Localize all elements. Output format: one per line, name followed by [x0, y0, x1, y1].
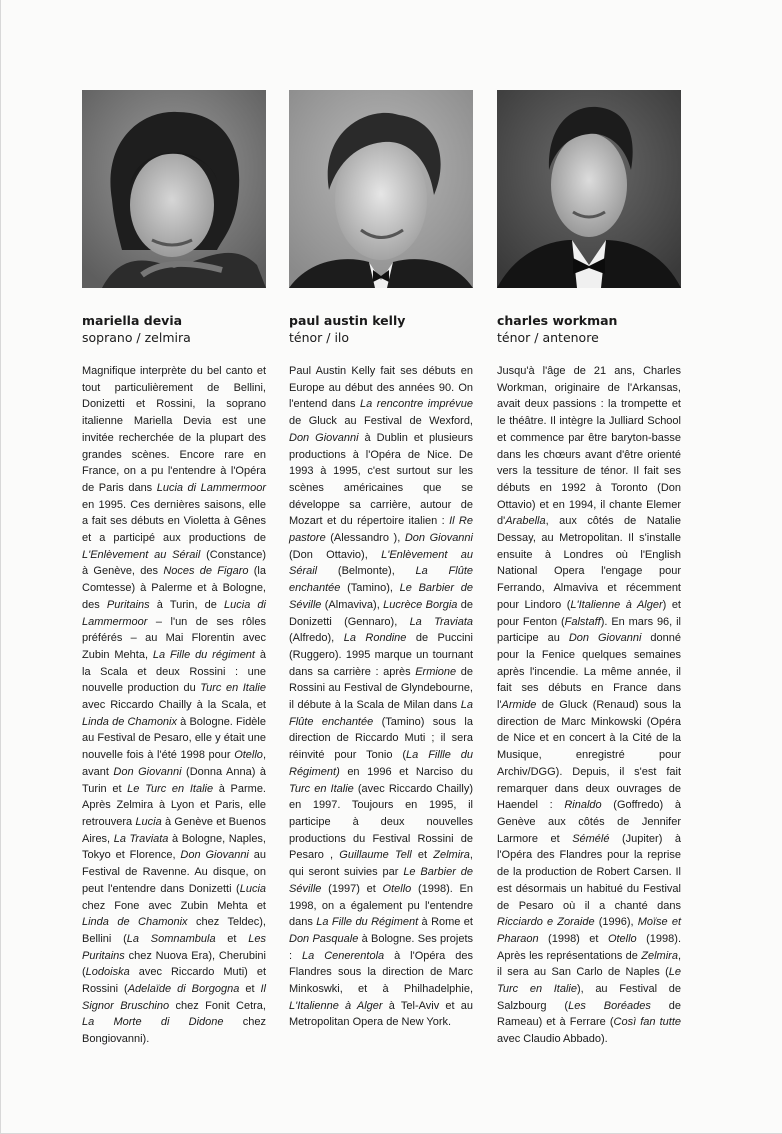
work-title: La Rondine: [343, 632, 407, 645]
work-title: Don Giovanni: [289, 431, 359, 444]
bio-text: (la Comtesse) à Palerme et à Bologne, des: [82, 565, 266, 611]
bio-text: de Rossini au Festival de Glyndebourne, il débute à la Scala de Milan dans: [289, 665, 473, 712]
work-title: Rinaldo: [564, 799, 602, 812]
bio-text: à Turin, de: [149, 598, 225, 611]
work-title: La Flûte enchantée: [289, 565, 473, 595]
artist-role: ténor / ilo: [289, 330, 350, 345]
bio-text: (Almaviva),: [321, 598, 384, 611]
bio-text: chez Fone avec Zubin Mehta et: [82, 899, 266, 912]
work-title: Ricciardo e Zoraide: [497, 916, 595, 929]
bio-text: Magnifique interprète du bel canto et tout particulièrement de Bellini, Donizetti et Rossini, la soprano italienne Mariella Devia est une invitée recherchée de la plupart des grandes scènes. Encore rare en France, on a pu l'entendre à l'Opéra de Paris dans: [82, 365, 266, 494]
work-title: Falstaff: [564, 615, 601, 628]
artist-name: mariella devia: [82, 313, 183, 328]
work-title: Don Giovanni: [113, 765, 182, 778]
photo-mariella-devia: [82, 90, 266, 288]
work-title: Lucia: [239, 882, 266, 895]
artist-biography: [497, 363, 681, 1048]
bio-text: au Festival de Ravenne. Au disque, on peut l'entendre dans Donizetti (: [82, 849, 267, 895]
bio-text: à la Scala et deux Rossini : une nouvelle production du: [82, 648, 266, 695]
bio-text: à Rome et: [418, 916, 473, 929]
work-title: Don Giovanni: [568, 632, 642, 645]
bio-text: de Rameau) et à Ferrare (: [497, 999, 681, 1029]
work-title: Otello: [382, 882, 412, 895]
bio-text: (Donna Anna) à Turin et: [82, 765, 266, 795]
bio-text: à Tel-Aviv et au Metropolitan Opera de New York.: [289, 999, 474, 1029]
artist-column-workman: [497, 90, 681, 1048]
work-title: La Somnambula: [126, 932, 216, 945]
bio-text: (1998). En 1998, on a également pu l'entendre dans: [289, 882, 473, 929]
artist-biography: [82, 363, 266, 1048]
work-title: Guillaume Tell: [339, 849, 412, 862]
work-title: La Flûte enchantée: [289, 699, 473, 728]
work-title: L'Enlèvement au Sérail: [82, 548, 201, 561]
work-title: Armide: [501, 699, 537, 712]
bio-text: et: [215, 932, 249, 945]
artist-role: ténor / antenore: [497, 330, 599, 345]
bio-text: à Bologne, Naples, Tokyo et Florence,: [82, 832, 266, 862]
artist-biography: [289, 363, 473, 1031]
work-title: La Traviata: [113, 832, 169, 845]
work-title: La Fille du Régiment: [316, 916, 419, 929]
bio-text: de Gluck (Renaud) sous la direction de Marc Minkowski (Opéra de Nice et en concert à la Cité de la Musique, enregistré pour Archiv/DGG). Depuis, il s'est fait remarquer dans deux ouvrages de Haendel :: [497, 699, 681, 812]
bio-text: chez Teldec), Bellini (: [82, 916, 266, 945]
bio-text: (1996),: [594, 916, 638, 929]
work-title: Lucia: [135, 815, 162, 828]
bio-text: , il sera au San Carlo de Naples (: [497, 949, 681, 979]
bio-text: (Tamino) sous la direction de Riccardo Muti ; il sera réinvité pour Tonio (: [289, 715, 473, 762]
bio-text: ) et pour Fenton (: [497, 598, 681, 628]
bio-text: de Gluck au Festival de Wexford,: [289, 415, 473, 428]
work-title: L'Italienne à Alger: [289, 999, 383, 1012]
work-title: Otello: [234, 749, 263, 762]
work-title: L'Italienne à Alger: [570, 598, 663, 611]
artist-column-devia: [82, 90, 266, 1048]
work-title: L'Enlèvement au Sérail: [289, 548, 473, 578]
work-title: Turc en Italie: [200, 682, 266, 695]
work-title: Puritains: [106, 598, 150, 611]
work-title: La Fille du régiment: [152, 648, 255, 661]
bio-text: en 1996 et Narciso du: [339, 765, 473, 778]
bio-text: à Bologne. Ses projets :: [289, 932, 473, 962]
bio-text: , avant: [82, 749, 266, 778]
bio-text: ). En mars 96, il participe au: [497, 615, 681, 645]
work-title: Moïse et Pharaon: [497, 916, 681, 945]
work-title: Don Pasquale: [289, 932, 359, 945]
work-title: Le Turc en Italie: [127, 782, 214, 795]
bio-text: Paul Austin Kelly fait ses débuts en Europe au début des années 90. On l'entend dans: [289, 365, 473, 411]
artist-role: soprano / zelmira: [82, 330, 191, 345]
bio-text: (avec Riccardo Chailly) en 1997. Toujours en 1995, il participe à deux nouvelles productions du Festival Rossini de Pesaro ,: [289, 782, 473, 862]
work-title: Ermione: [415, 665, 457, 678]
work-title: Lucia di Lammermoor: [82, 598, 266, 628]
bio-text: à Genève et Buenos Aires,: [82, 815, 266, 845]
work-title: Les Boréades: [568, 999, 651, 1012]
photo-paul-austin-kelly: [289, 90, 473, 288]
work-title: Les Puritains: [82, 932, 266, 962]
work-title: Adelaïde di Borgogna: [127, 983, 240, 996]
work-title: Arabella: [505, 515, 546, 528]
bio-text: et: [411, 849, 434, 862]
work-title: Zelmira: [641, 949, 678, 962]
bio-text: (Don Ottavio),: [289, 548, 382, 561]
work-title: Lucia di Lammermoor: [156, 481, 266, 494]
work-title: Le Barbier de Séville: [289, 866, 474, 895]
bio-text: de Puccini (Ruggero). 1995 marque un tournant dans sa carrière : après: [289, 632, 473, 678]
bio-text: à Dublin et plusieurs productions à l'Opéra de Nice. De 1993 à 1995, c'est surtout sur les scènes américaines que se développe sa carrière, autour de Mozart et du répertoire italien :: [289, 431, 473, 528]
work-title: Lucrèce Borgia: [383, 598, 458, 611]
work-title: Linda de Chamonix: [82, 916, 188, 929]
bio-text: , aux côtés de Natalie Dessay, au Metropolitan. Il s'installe ensuite à Londres où l'English National Opera l'engage pour Ferrando, Almaviva et récemment pour Lindoro (: [497, 515, 681, 611]
artist-column-kelly: [289, 90, 473, 1031]
bio-text: en 1995. Ces dernières saisons, elle a fait ses débuts en Violetta à Gênes et a participé aux productions de: [82, 498, 266, 545]
work-title: Otello: [607, 932, 637, 945]
bio-text: ), au Festival de Salzbourg (: [497, 983, 681, 1012]
work-title: Don Giovanni: [404, 532, 473, 545]
work-title: La Cenerentola: [302, 949, 385, 962]
bio-text: (1998) et: [538, 932, 608, 945]
work-title: Le Barbier de Séville: [289, 582, 473, 611]
work-title: La Traviata: [409, 615, 473, 628]
bio-text: chez Nuova Era), Cherubini (: [82, 949, 266, 979]
work-title: Zelmira: [433, 849, 470, 862]
work-title: Noces de Figaro: [163, 565, 249, 578]
work-title: Linda de Chamonix: [82, 715, 177, 728]
work-title: Il Signor Bruschino: [82, 983, 266, 1012]
bio-text: à Bologne. Fidèle au Festival de Pesaro, elle y était une nouvelle fois à l'été 1998 pour: [82, 715, 266, 762]
work-title: Sémélé: [572, 832, 610, 845]
bio-text: de Donizetti (Gennaro),: [289, 598, 473, 628]
bio-text: – l'un de ses rôles préférés – au Mai Florentin avec Zubin Mehta,: [82, 615, 266, 661]
work-title: La Morte di Didone: [82, 1016, 224, 1029]
work-title: Turc en Italie: [289, 782, 354, 795]
bio-text: (Belmonte),: [317, 565, 416, 578]
bio-text: (1997) et: [321, 882, 383, 895]
work-title: Le Turc en Italie: [497, 966, 681, 996]
bio-text: avec Riccardo Muti) et Rossini (: [82, 966, 266, 996]
bio-text: avec Riccardo Chailly à la Scala, et: [82, 699, 266, 712]
bio-text: à Parme. Après Zelmira à Lyon et Paris, elle retrouvera: [82, 782, 266, 828]
work-title: Così fan tutte: [613, 1016, 681, 1029]
bio-text: (Tamino),: [340, 582, 400, 595]
bio-text: Jusqu'à l'âge de 21 ans, Charles Workman, originaire de l'Arkansas, avait deux passions : la trompette et le théâtre. Il intègre la Julliard School et commence par être baryton-basse dans les chœurs avant d'être orienté vers la tessiture de ténor. Il fait ses débuts en 1992 à Toronto (Don Ottavio) et en 1994, il chante Elemer d': [497, 365, 681, 528]
work-title: Lodoiska: [85, 966, 130, 979]
work-title: La rencontre imprévue: [360, 398, 473, 411]
bio-text: (Jupiter) à l'Opéra des Flandres pour la reprise de la production de Robert Carsen. Il est désormais un habitué du Festival de Pesaro où il a chanté dans: [497, 832, 681, 912]
bio-text: à l'Opéra des Flandres sous la direction de Marc Minkoswki, et à Philhadelphie,: [289, 949, 473, 996]
bio-text: et: [239, 983, 261, 996]
bio-text: (Alfredo),: [289, 632, 344, 645]
artist-name: charles workman: [497, 313, 618, 328]
bio-text: avec Claudio Abbado).: [497, 1033, 608, 1046]
bio-text: (1998). Après les représentations de: [497, 932, 681, 962]
work-title: Don Giovanni: [180, 849, 249, 862]
work-title: Il Re pastore: [289, 515, 473, 545]
bio-text: chez Fonit Cetra,: [169, 999, 266, 1012]
bio-text: (Alessandro ),: [325, 532, 405, 545]
work-title: La Fillle du Régiment): [289, 749, 473, 778]
photo-charles-workman: [497, 90, 681, 288]
bio-text: (Constance) à Genève, des: [82, 548, 266, 578]
bio-text: , qui seront suivies par: [289, 849, 473, 879]
bio-text: (Goffredo) à Genève aux côtés de Jennifer Larmore et: [497, 799, 681, 845]
bio-text: donné pour la Fenice quelques semaines après l'incendie. La même année, il fait ses débuts en France dans l': [497, 632, 681, 712]
bio-text: chez Bongiovanni).: [82, 1016, 266, 1046]
artist-name: paul austin kelly: [289, 313, 406, 328]
